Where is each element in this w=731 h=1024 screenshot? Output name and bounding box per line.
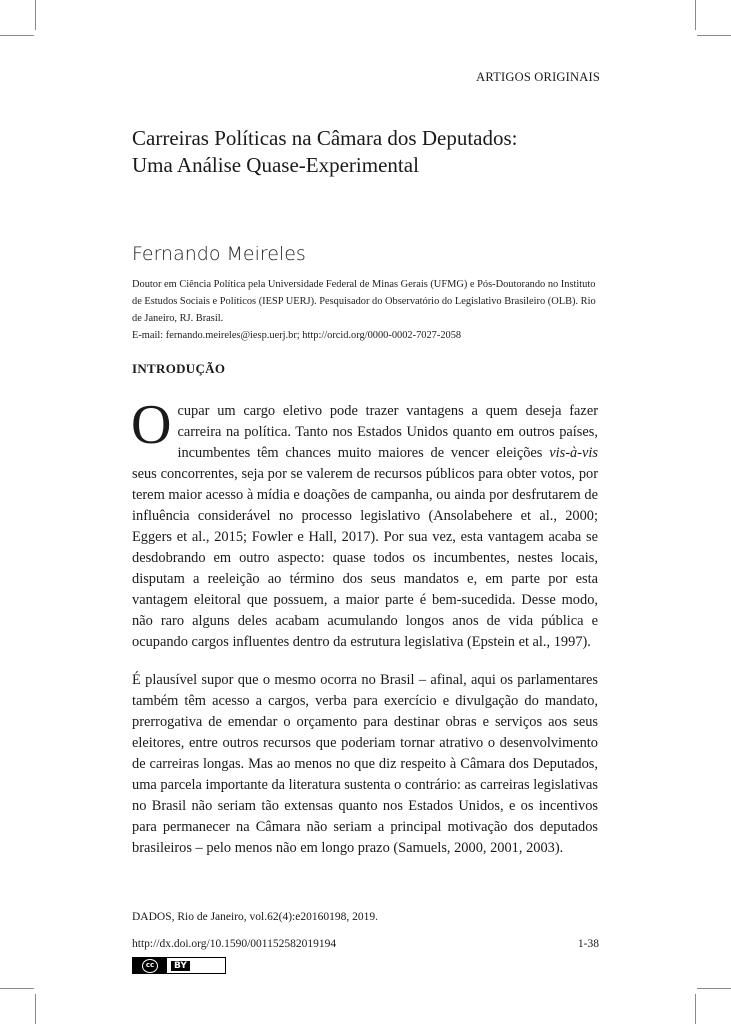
page-number: 1-38 <box>577 938 599 950</box>
contact-info: E-mail: fernando.meireles@iesp.uerj.br; http://orcid.org/0000-0002-7027-2058 <box>132 330 462 341</box>
crop-mark <box>695 994 696 1024</box>
author-name: Fernando Meireles <box>132 243 306 265</box>
cc-by-license-badge[interactable] <box>132 957 226 974</box>
crop-mark <box>0 35 34 36</box>
doi-link[interactable]: http://dx.doi.org/10.1590/001152582019194 <box>132 938 337 950</box>
title-line-2: Uma Análise Quase-Experimental <box>132 153 419 177</box>
crop-mark <box>0 988 34 989</box>
section-heading: INTRODUÇÃO <box>132 361 226 376</box>
crop-mark <box>35 0 36 30</box>
cc-icon <box>133 958 167 973</box>
cc-circle: cc <box>142 959 158 973</box>
crop-mark <box>695 0 696 30</box>
paragraph-2: É plausível supor que o mesmo ocorra no Brasil – afinal, aqui os parlamentares também têm acesso a cargos, verba para exercício e divulgação do mandato, prerrogativa de emendar o orçamento para destinar obras e serviços aos seus eleitores, entre outros recursos que poderiam tornar atrativo o desenvolvimento de carreiras longas. Mas ao menos no que diz respeito à Câmara dos Deputados, uma parcela importante da literatura sustenta o contrário: as carreiras legislativas no Brasil não seriam tão extensas quanto nos Estados Unidos, e os incentivos para permanecer na Câmara não seriam a principal motivação dos deputados brasileiros – pelo menos não em longo prazo (Samuels, 2000, 2001, 2003). <box>132 672 598 856</box>
affiliation-text: Doutor em Ciência Política pela Universidade Federal de Minas Gerais (UFMG) e Pós-Doutorando no Instituto de Estudos Sociais e Políticos (IESP UERJ). Pesquisador do Observatório do Legislativo Brasileiro (OLB). Rio de Janeiro, RJ. Brasil. <box>132 279 596 324</box>
by-label-area <box>167 958 225 973</box>
journal-citation: DADOS, Rio de Janeiro, vol.62(4):e20160198, 2019. <box>132 911 378 923</box>
crop-mark <box>697 35 731 36</box>
drop-cap: O <box>131 394 172 456</box>
paragraph-1-text-b: seus concorrentes, seja por se valerem de recursos públicos para obter votos, por terem maior acesso à mídia e doações de campanha, ou ainda por desfrutarem de influência considerável no processo legislativo (Ansolabehere et al., 2000; Eggers et al., 2015; Fowler e Hall, 2017). Por sua vez, esta vantagem acaba se desdobrando em outro aspecto: quase todos os incumbentes, nestes locais, disputam a reeleição ao término dos seus mandatos e, em parte por esta vantagem eleitoral que possuem, a maior parte é bem-sucedida. Desse modo, não raro alguns deles acabam acumulando longos anos de vida pública e ocupando cargos influentes dentro da estrutura legislativa (Epstein et al., 1997). <box>132 466 598 650</box>
section-label: ARTIGOS ORIGINAIS <box>476 70 600 84</box>
paragraph-1-italic: vis-à-vis <box>549 445 598 461</box>
author-affiliation <box>132 276 606 344</box>
crop-mark <box>35 994 36 1024</box>
title-line-1: Carreiras Políticas na Câmara dos Deputados: <box>132 126 518 150</box>
paragraph-1 <box>131 394 598 653</box>
paragraph-1-text-a: cupar um cargo eletivo pode trazer vantagens a quem deseja fazer carreira na política. Tanto nos Estados Unidos quanto em outros países, incumbentes têm chances muito maiores de vencer eleições <box>177 403 598 461</box>
article-title <box>132 125 612 179</box>
crop-mark <box>697 988 731 989</box>
by-label: BY <box>171 961 190 971</box>
